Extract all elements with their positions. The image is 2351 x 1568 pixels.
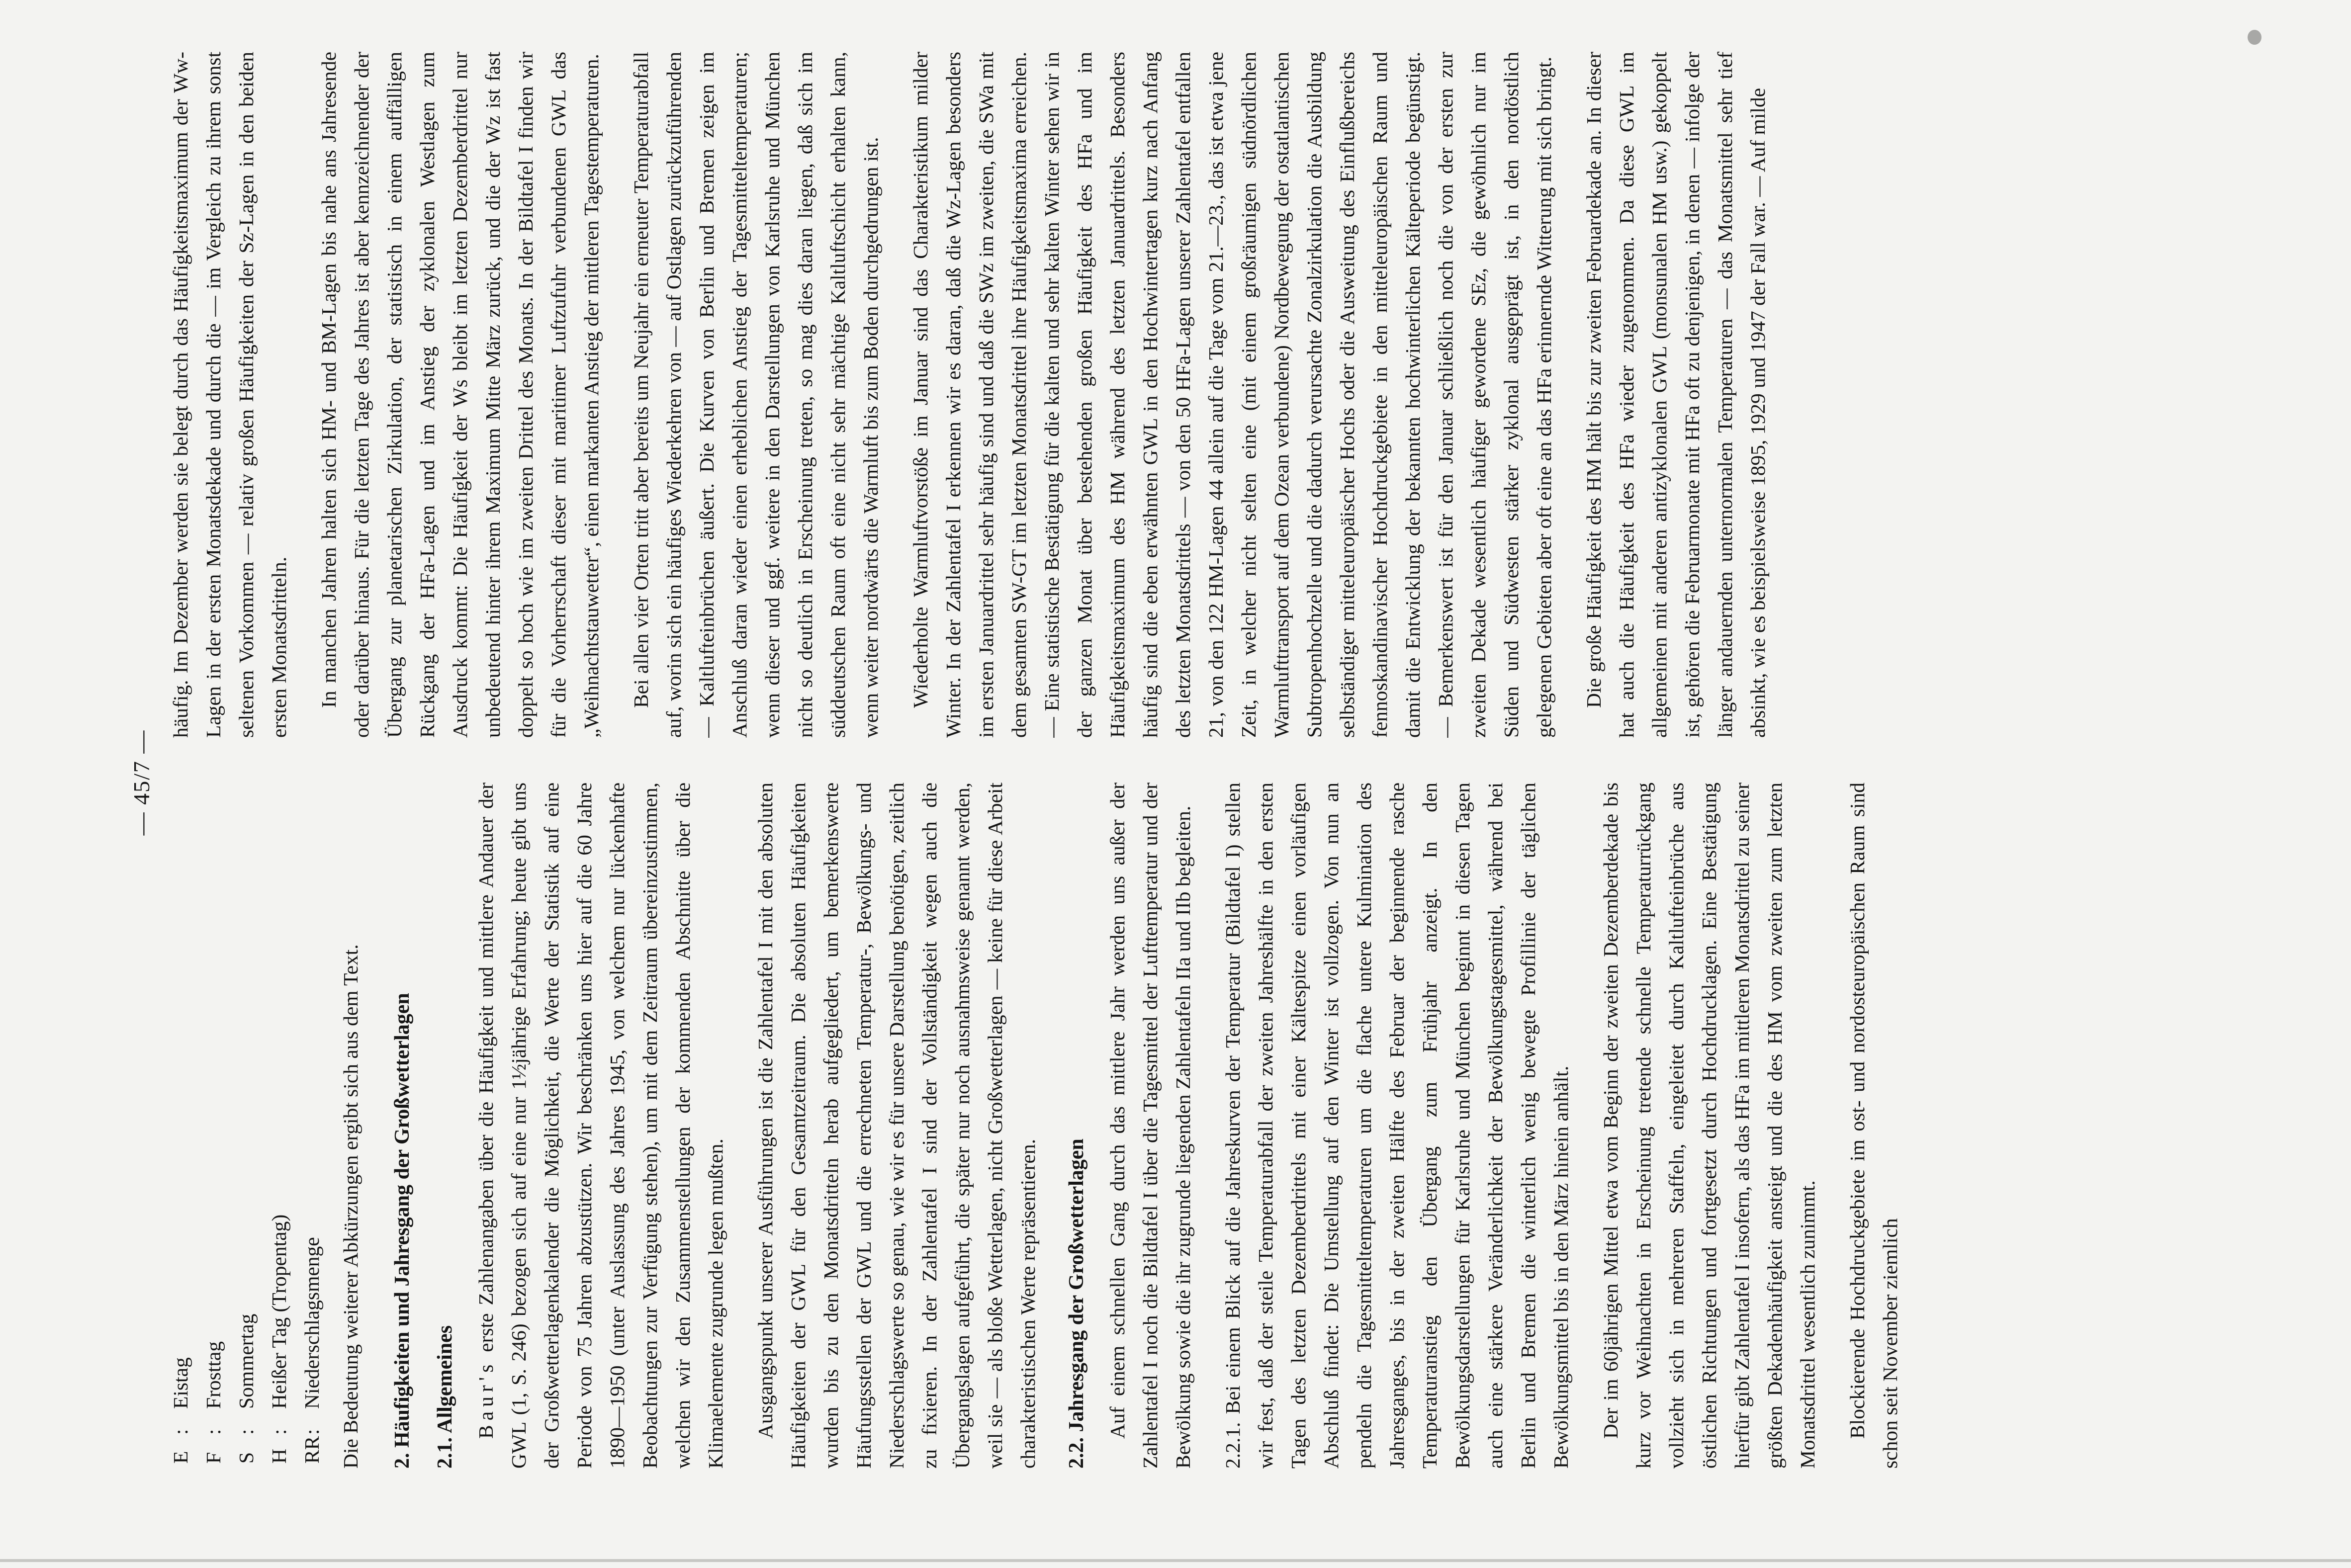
abbreviation-item: E : Eistag <box>169 1357 192 1464</box>
paragraph: Ausgangspunkt unserer Ausführungen ist die Zahlentafel I mit den absoluten Häufigkeiten der GWL für den Gesamtzeitraum. Die absoluten Häufigkeiten wurden bis zu den Monatsdritteln herab aufgegliedert, um bemerkenswerte Häufungsstellen der GWL und die errechneten Temperatur-, Bewölkungs- und Niederschlagswerte so genau, wie wir es für unsere Darstellung benötigen, zeitlich zu fixieren. In der Zahlentafel I sind der Vollständigkeit wegen auch die Übergangslagen aufgeführt, die später nur noch ausnahmsweise genannt werden, weil sie — als bloße Wetterlagen, nicht Großwetterlagen — keine für diese Arbeit charakteristischen Werte repräsentieren. <box>754 783 1039 1469</box>
abbreviation-item: RR : Niederschlagsmenge <box>300 1237 323 1464</box>
abbreviation-item: H : Heißer Tag (Tropentag) <box>268 1214 290 1464</box>
section-2-2-heading: 2.2. Jahresgang der Großwetterlagen <box>1065 1138 1088 1469</box>
paragraph: Der im 60jährigen Mittel etwa vom Beginn der zweiten Dezemberdekade bis kurz vor Weihnachten in Erscheinung tretende schnelle Temperaturrückgang vollzieht sich in mehreren Staffeln, eingeleitet durch Kaltlufteinbrüche aus östlichen Richtungen und fortgesetzt durch Hochdrucklagen. Eine Bestätigung hierfür gibt Zahlentafel I insofern, als das HFa im mittleren Monatsdrittel zu seiner größten Dekadenhäufigkeit ansteigt und die des HM vom zweiten zum letzten Monatsdrittel wesentlich zunimmt. <box>1599 783 1819 1469</box>
abbreviation-item: F : Frosttag <box>202 1341 225 1464</box>
paragraph: Baur's erste Zahlenangaben über die Häufigkeit und mittlere Andauer der GWL (1, S. 246) bezogen sich auf eine nur 1½jährige Erfahrung; heute gibt uns der Großwetterlagenkalender die Möglichkeit, die Werte der Statistik auf eine Periode von 75 Jahren abzustützen. Wir beschränken uns hier auf die 60 Jahre 1890—1950 (unter Auslassung des Jahres 1945, von welchem nur lückenhafte Beobachtungen zur Verfügung stehen), um mit dem Zeitraum übereinzustimmen, welchen wir den Zusammenstellungen der kommenden Abschnitte über die Klimaelemente zugrunde legen mußten. <box>474 783 727 1469</box>
author-name: Baur's <box>474 1360 497 1439</box>
right-column <box>164 52 2193 738</box>
abbreviation-item: S : Sommertag <box>235 1313 258 1464</box>
paragraph: In manchen Jahren halten sich HM- und BM-Lagen bis nahe ans Jahresende oder darüber hinaus. Für die letzten Tage des Jahres ist aber kennzeichnender der Übergang zur planetarischen Zirkulation, der statistisch in einem auffälligen Rückgang der HFa-Lagen und im Anstieg der zyklonalen Westlagen zum Ausdruck kommt: Die Häufigkeit der Ws bleibt im letzten Dezemberdrittel nur unbedeutend hinter ihrem Maximum Mitte März zurück, und die der Wz ist fast doppelt so hoch wie im zweiten Drittel des Monats. In der Bildtafel I finden wir für die Vorherrschaft dieser mit maritimer Luftzufuhr verbundenen GWL das „Weihnachtstauwetter“, einen markanten Anstieg der mittleren Tagestemperaturen. <box>317 52 603 738</box>
section-2-1-heading: 2.1. Allgemeines <box>434 1325 456 1469</box>
paragraph: Blockierende Hochdruckgebiete im ost- und nordosteuropäischen Raum sind schon seit November ziemlich <box>1846 783 1901 1469</box>
left-column <box>164 783 2193 1469</box>
scan-edge <box>0 1559 2351 1562</box>
page-number: — 45/7 — <box>129 729 154 836</box>
abbreviation-list <box>164 783 328 1469</box>
paragraph: häufig. Im Dezember werden sie belegt durch das Häufigkeitsmaximum der Ww-Lagen in der ersten Monatsdekade und durch die — im Vergleich zu ihrem sonst seltenen Vorkommen — relativ großen Häufigkeiten der Sz-Lagen in den beiden ersten Monatsdritteln. <box>169 52 290 738</box>
paragraph: Wiederholte Warmluftvorstöße im Januar sind das Charakteristikum milder Winter. In der Zahlentafel I erkennen wir es daran, daß die Wz-Lagen besonders im ersten Januardrittel sehr häufig sind und daß die SWz im zweiten, die SWa mit dem gesamten SW-GT im letzten Monatsdrittel ihre Häufigkeitsmaxima erreichen. — Eine statistische Bestätigung für die kalten und sehr kalten Winter sehen wir in der ganzen Monat über bestehenden großen Häufigkeit des HFa und im Häufigkeitsmaximum des HM während des letzten Januardrittels. Besonders häufig sind die eben erwähnten GWL in den Hochwintertagen kurz nach Anfang des letzten Monatsdrittels — von den 50 HFa-Lagen unserer Zahlentafel entfallen 21, von den 122 HM-Lagen 44 allein auf die Tage vom 21.—23., das ist etwa jene Zeit, in welcher nicht selten eine (mit einem großräumigen südnördlichen Warmlufttransport auf dem Ozean verbundene) Nordbewegung der ostatlantischen Subtropenhochzelle und die dadurch verursachte Zonalzirkulation die Ausbildung selbständiger mitteleuropäischer Hochs oder die Ausweitung des Einflußbereichs fennoskandinavischer Hochdruckgebiete in den mitteleuropäischen Raum und damit die Entwicklung der bekannten hochwinterlichen Kälteperiode begünstigt. — Bemerkenswert ist für den Januar schließlich noch die von der ersten zur zweiten Dekade wesentlich häufiger gewordene SEz, die gewöhnlich nur im Süden und Südwesten stärker zyklonal ausgeprägt ist, in den nordöstlich gelegenen Gebieten aber oft eine an das HFa erinnernde Witterung mit sich bringt. <box>909 52 1555 738</box>
section-2-heading: 2. Häufigkeiten und Jahresgang der Großwetterlagen <box>391 993 414 1469</box>
intro-paragraph: Die Bedeutung weiterer Abkürzungen ergibt sich aus dem Text. <box>339 944 362 1469</box>
paragraph: Die große Häufigkeit des HM hält bis zur zweiten Februardekade an. In dieser hat auch die Häufigkeit des HFa wieder zugenommen. Da diese GWL im allgemeinen mit anderen antizyklonalen GWL (monsunalen HM usw.) gekoppelt ist, gehören die Februarmonate mit HFa oft zu denjenigen, in denen — infolge der länger andauernden unternormalen Temperaturen — das Monatsmittel sehr tief absinkt, wie es beispielsweise 1895, 1929 und 1947 der Fall war. — Auf milde <box>1582 52 1769 738</box>
scan-artifact <box>2248 30 2261 45</box>
paragraph: Bei allen vier Orten tritt aber bereits um Neujahr ein erneuter Temperaturabfall auf, worin sich ein häufiges Wiederkehren von — auf Ostlagen zurückzuführenden — Kaltlufteinbrüchen äußert. Die Kurven von Berlin und Bremen zeigen im Anschluß daran wieder einen erheblichen Anstieg der Tagesmitteltemperaturen; wenn dieser und ggf. weitere in den Darstellungen von Karlsruhe und München nicht so deutlich in Erscheinung treten, so mag dies daran liegen, daß sich im süddeutschen Raum oft eine nicht sehr mächtige Kaltluftschicht erhalten kann, wenn weiter nordwärts die Warmluft bis zum Boden durchgedrungen ist. <box>630 52 882 738</box>
paragraph: Auf einem schnellen Gang durch das mittlere Jahr werden uns außer der Zahlentafel I noch die Bildtafel I über die Tagesmittel der Lufttemperatur und der Bewölkung sowie die ihr zugrunde liegenden Zahlentafeln IIa und IIb begleiten. <box>1106 783 1194 1469</box>
paragraph: 2.2.1. Bei einem Blick auf die Jahreskurven der Temperatur (Bildtafel I) stellen wir fest, daß der steile Temperaturabfall der zweiten Jahreshälfte in den ersten Tagen des letzten Dezemberdrittels mit einer Kältespitze einen vorläufigen Abschluß findet: Die Umstellung auf den Winter ist vollzogen. Von nun an pendeln die Tagesmitteltemperaturen um die flache untere Kulmination des Jahresganges, bis in der zweiten Hälfte des Februar der beginnende rasche Temperaturanstieg den Übergang zum Frühjahr anzeigt. In den Bewölkungsdarstellungen für Karlsruhe und München beginnt in diesen Tagen auch eine stärkere Veränderlichkeit der Bewölkungstagesmittel, während bei Berlin und Bremen die winterlich wenig bewegte Profillinie der täglichen Bewölkungsmittel bis in den März hinein anhält. <box>1221 783 1572 1469</box>
